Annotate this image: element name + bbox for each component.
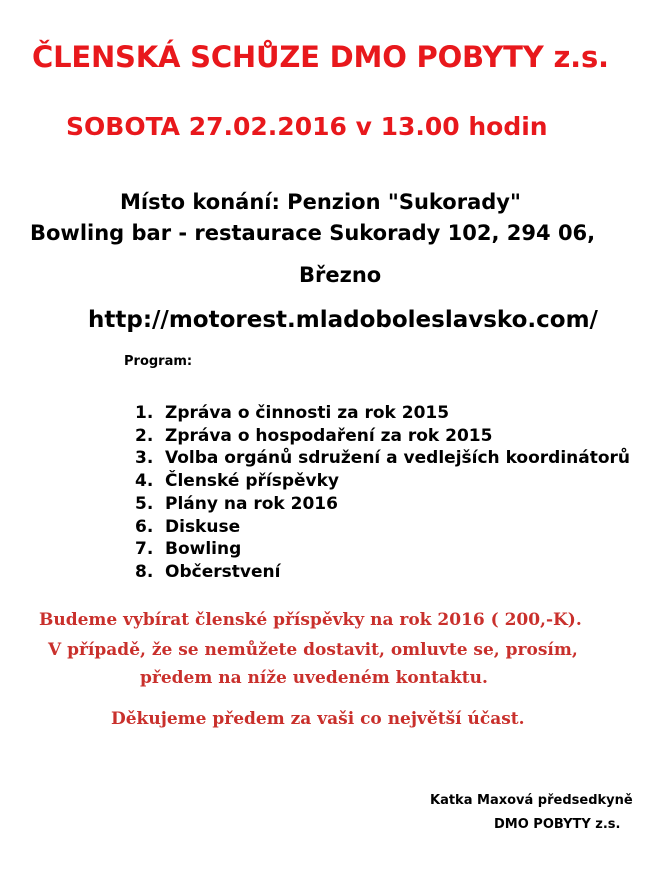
program-item-text: Zpráva o hospodaření za rok 2015 bbox=[165, 425, 493, 446]
program-item bbox=[135, 447, 630, 470]
program-item-text: Členské příspěvky bbox=[165, 471, 340, 492]
program-item-text: Diskuse bbox=[165, 516, 241, 537]
program-item-text: Plány na rok 2016 bbox=[165, 493, 338, 514]
program-item-text: Bowling bbox=[165, 539, 242, 560]
program-item-number: 7. bbox=[135, 539, 154, 560]
program-item bbox=[135, 402, 630, 425]
program-item bbox=[135, 470, 630, 493]
program-item bbox=[135, 425, 630, 448]
program-item bbox=[135, 561, 630, 584]
thanks-message: Děkujeme předem za vaši co největší účast. bbox=[111, 709, 525, 729]
program-item-number: 4. bbox=[135, 471, 154, 492]
program-item-number: 6. bbox=[135, 516, 154, 537]
program-item-number: 5. bbox=[135, 493, 154, 514]
document-title: ČLENSKÁ SCHŮZE DMO POBYTY z.s. bbox=[32, 40, 609, 74]
program-item-number: 3. bbox=[135, 448, 154, 469]
absence-notice-line1: V případě, že se nemůžete dostavit, omluvte se, prosím, bbox=[48, 640, 578, 660]
venue-address: Bowling bar - restaurace Sukorady 102, 294 06, bbox=[30, 221, 596, 245]
absence-notice-line2: předem na níže uvedeném kontaktu. bbox=[140, 668, 488, 688]
program-item-number: 2. bbox=[135, 425, 154, 446]
program-item-text: Občerstvení bbox=[165, 561, 281, 582]
fee-notice: Budeme vybírat členské příspěvky na rok 2016 ( 200,-K). bbox=[39, 610, 582, 630]
venue-town: Březno bbox=[299, 263, 382, 287]
venue-name: Místo konání: Penzion "Sukorady" bbox=[120, 190, 521, 214]
program-item-number: 1. bbox=[135, 403, 154, 423]
program-label: Program: bbox=[124, 354, 193, 369]
venue-url: http://motorest.mladoboleslavsko.com/ bbox=[88, 307, 598, 333]
program-list bbox=[135, 402, 630, 584]
signature-organization: DMO POBYTY z.s. bbox=[494, 817, 621, 832]
program-item bbox=[135, 516, 630, 539]
program-item bbox=[135, 493, 630, 516]
program-item bbox=[135, 538, 630, 561]
program-item-text: Volba orgánů sdružení a vedlejších koordinátorů bbox=[165, 448, 631, 469]
meeting-date: SOBOTA 27.02.2016 v 13.00 hodin bbox=[66, 112, 548, 141]
program-item-text: Zpráva o činnosti za rok 2015 bbox=[165, 403, 450, 423]
signature-name: Katka Maxová předsedkyně bbox=[430, 793, 633, 808]
program-item-number: 8. bbox=[135, 561, 154, 582]
